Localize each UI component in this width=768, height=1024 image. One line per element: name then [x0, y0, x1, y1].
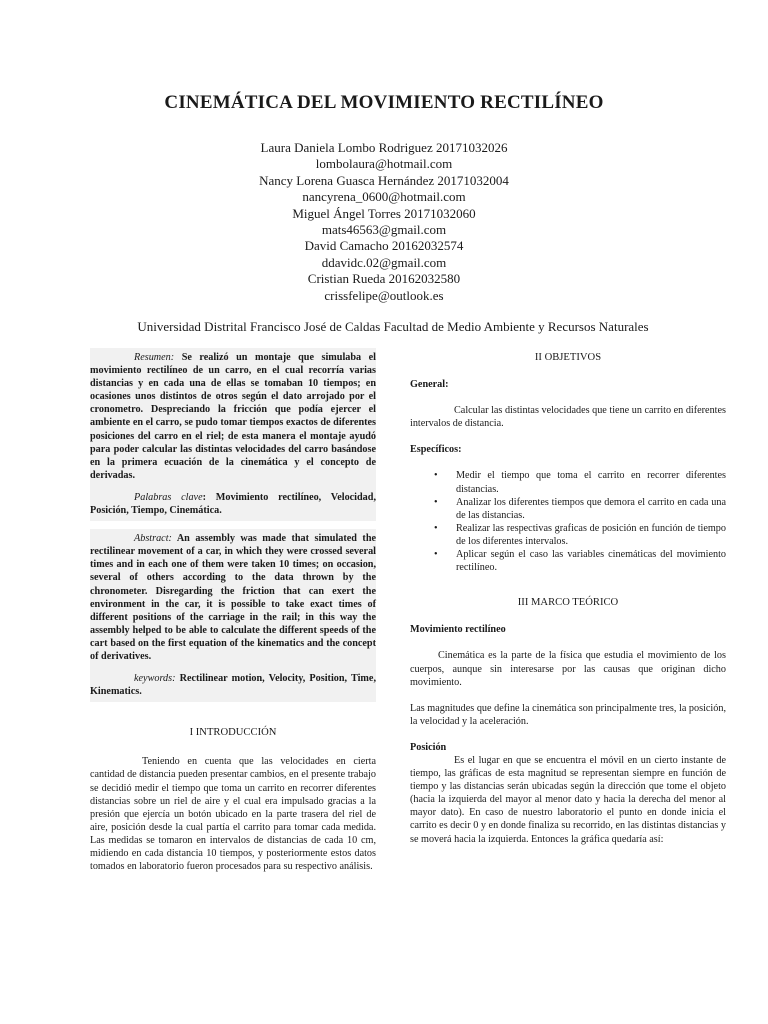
- general-label: General:: [410, 379, 449, 391]
- author-line: Nancy Lorena Guasca Hernández 20171032004: [259, 172, 509, 188]
- author-email[interactable]: lombolaura@hotmail.com: [315, 156, 453, 172]
- resumen-paragraph: [90, 351, 376, 482]
- affiliation: Universidad Distrital Francisco José de Caldas Facultad de Medio Ambiente y Recursos Naturales: [137, 319, 649, 334]
- left-column: [90, 348, 376, 873]
- abstract-text: An assembly was made that simulated the rectilinear movement of a car, in which they were crossed several times and in each one of them were taken 10 times; on occasion, several of others according to the data thrown by the chronometer. Disregarding the friction that can exert the environment in the car, it is possible to take exact times of different positions of the carriage in the rail; in this way the assembly helped to be able to calculate the different speeds of the cart based on the first equation of the kinematics and the concept of derivatives.: [90, 533, 377, 662]
- abstract-label: Abstract:: [134, 533, 172, 545]
- movimiento-rectilineo-heading: Movimiento rectilíneo: [410, 624, 506, 636]
- author-email[interactable]: ddavidc.02@gmail.com: [321, 254, 447, 270]
- abstract-box: [90, 529, 376, 702]
- paper-title: CINEMÁTICA DEL MOVIMIENTO RECTILÍNEO: [164, 92, 604, 113]
- marco-paragraph-2: Las magnitudes que define la cinemática son principalmente tres, la posición, la velocidad y la aceleración.: [410, 702, 726, 727]
- list-item: • Aplicar según el caso las variables cinemáticas del movimiento rectilíneo.: [456, 548, 726, 574]
- author-line: Miguel Ángel Torres 20171032060: [292, 205, 476, 221]
- marco-paragraph-3: Es el lugar en que se encuentra el móvil en un cierto instante de tiempo, las gráficas de esta magnitud se representan siempre en función de tiempo y las distancias serán ubicadas según la dirección que tome el objeto (hacia la izquierda del mayor al menor dato y hacia la derecha del menor al mayor dato). En caso de nuestro laboratorio el punto en donde inicia el carrito es decir 0 y en donde finaliza su recorrido, en las distintas distancias y se moverá hacia la izquierda. Entonces la gráfica quedaría así:: [410, 754, 726, 845]
- section-heading-introduccion: I INTRODUCCIÓN: [189, 727, 277, 739]
- especificos-list: [410, 469, 726, 574]
- palabras-clave-label: Palabras clave: [134, 491, 203, 503]
- marco-paragraph-1: Cinemática es la parte de la física que estudia el movimiento de los cuerpos, aunque sin interesarse por las causas que originan dicho movimiento.: [410, 650, 726, 688]
- introduccion-text: Teniendo en cuenta que las velocidades en cierta cantidad de distancia pueden presentar cambios, en el presente trabajo se decidió medir el tiempo que toma un carrito en recorrer diferentes distancias sobre un riel de aire y el cual era impulsado gracias a la presión que ejercía un botón ubicado en la parte trasera del riel de aire, posición desde la cual partía el carrito para tomar cada medida. Las medidas se tomaron en intervalos de distancias de cada 10 cm, midiendo en cada distancia 10 tiempos, y posteriormente estos datos tomados en laboratorio fueron procesados para su respectivo análisis.: [90, 756, 376, 873]
- palabras-clave-paragraph: [90, 491, 376, 517]
- keywords-label: keywords:: [134, 673, 176, 685]
- palabras-clave-text: : Movimiento rectilíneo, Velocidad, Posición, Tiempo, Cinemática.: [90, 491, 376, 517]
- author-line: David Camacho 20162032574: [304, 238, 464, 254]
- author-email[interactable]: crissfelipe@outlook.es: [324, 287, 444, 303]
- resumen-text: Se realizó un montaje que simulaba el movimiento rectilíneo de un carro, en el cual recorría varias distancias y en cada una de ellas se tomaban 10 tiempos; en ocasiones unos distintos de otros según el dato arrojado por el cronometro. Despreciando la fricción que podía ejercer el ambiente en el carro, se pudo tomar tiempos exactos de diferentes posiciones del carro en el riel; de esta manera el montaje ayudó para poder calcular las distintas velocidades del carro basándose en la primera ecuación de la cinemática y el concepto de derivadas.: [90, 352, 376, 481]
- abstract-paragraph: [90, 532, 376, 663]
- author-list: [0, 140, 768, 304]
- resumen-box: [90, 348, 376, 521]
- author-email[interactable]: nancyrena_0600@hotmail.com: [302, 189, 466, 205]
- list-item: • Medir el tiempo que toma el carrito en recorrer diferentes distancias.: [456, 469, 726, 495]
- author-email[interactable]: mats46563@gmail.com: [321, 222, 447, 238]
- list-item: • Realizar las respectivas graficas de posición en función de tiempo de los diferentes intervalos.: [456, 522, 726, 548]
- keywords-paragraph: [90, 672, 376, 698]
- keywords-text: Rectilinear motion, Velocity, Position, Time, Kinematics.: [90, 673, 376, 698]
- section-heading-objetivos: II OBJETIVOS: [534, 352, 602, 363]
- author-line: Laura Daniela Lombo Rodriguez 20171032026: [260, 140, 508, 155]
- resumen-label: Resumen:: [134, 352, 175, 363]
- list-item: • Analizar los diferentes tiempos que demora el carrito en cada una de las distancias.: [456, 496, 726, 522]
- section-heading-marco: III MARCO TEÓRICO: [517, 597, 619, 609]
- author-line: Cristian Rueda 20162032580: [307, 271, 461, 287]
- general-text: Calcular las distintas velocidades que tiene un carrito en diferentes intervalos de distancia.: [410, 405, 726, 430]
- posicion-heading: Posición: [410, 741, 447, 753]
- right-column: [410, 348, 726, 846]
- especificos-label: Específicos:: [410, 444, 462, 456]
